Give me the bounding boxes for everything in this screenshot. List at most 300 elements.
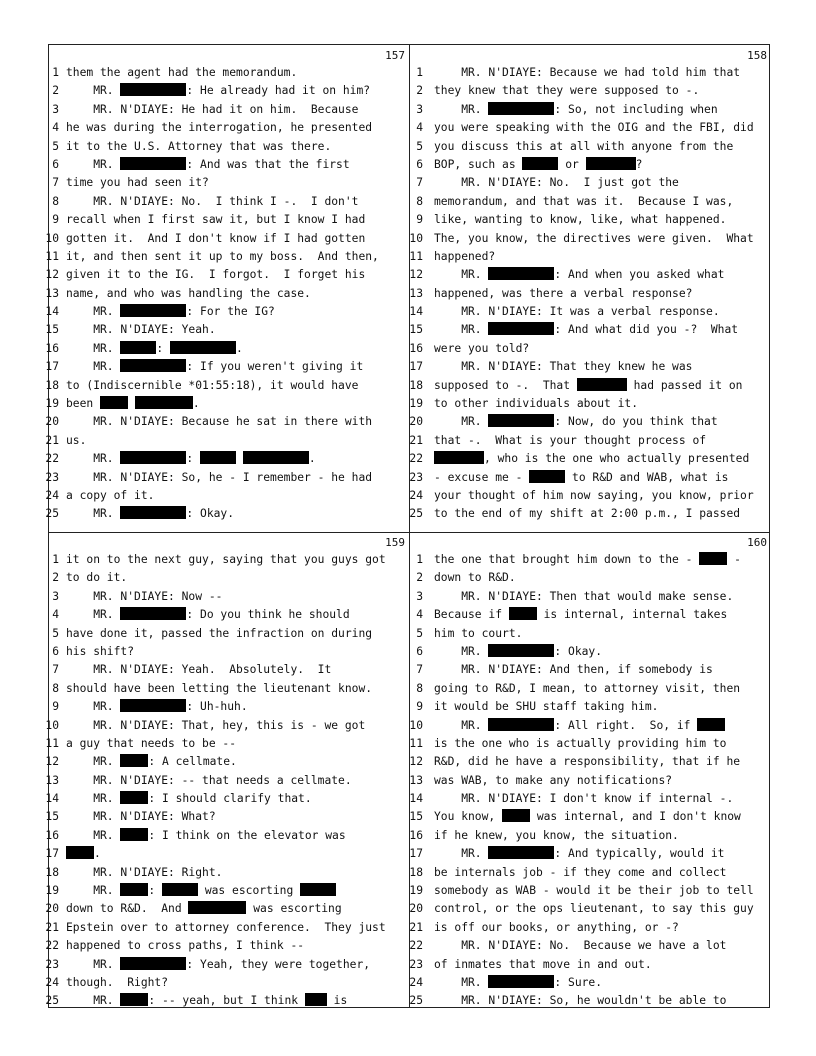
redaction-block xyxy=(120,699,186,712)
line-number: 15 xyxy=(409,323,423,337)
line-text: MR. : . xyxy=(66,341,243,355)
redaction-block xyxy=(488,267,554,280)
line-text: MR. : . xyxy=(66,452,316,466)
line-number: 16 xyxy=(45,341,59,355)
redaction-block xyxy=(488,644,554,657)
transcript-line xyxy=(409,469,771,487)
line-number: 22 xyxy=(409,452,423,466)
transcript-line xyxy=(409,625,771,643)
line-text: your thought of him now saying, you know, prior xyxy=(434,488,754,502)
line-number: 1 xyxy=(416,66,423,79)
line-number: 3 xyxy=(52,589,59,603)
transcript-line xyxy=(409,753,771,771)
redaction-block xyxy=(188,901,246,914)
transcript-line xyxy=(45,864,409,882)
transcript-line xyxy=(409,937,771,955)
line-text: his shift? xyxy=(66,644,135,658)
transcript-page-160 xyxy=(409,532,771,1009)
line-text: name, and who was handling the case. xyxy=(66,286,311,300)
line-text: , who is the one who actually presented xyxy=(434,450,749,468)
transcript-line xyxy=(49,119,409,137)
line-text: it would be SHU staff taking him. xyxy=(434,700,659,714)
line-text: should have been letting the lieutenant know. xyxy=(66,681,373,695)
line-text: somebody as WAB - would it be their job to tell xyxy=(434,884,754,898)
line-number: 21 xyxy=(409,920,423,934)
redaction-block xyxy=(509,607,537,620)
line-text: MR. : And what did you -? What xyxy=(434,323,739,337)
transcript-line xyxy=(45,882,409,900)
transcript-line xyxy=(45,717,409,735)
line-text: MR. N'DIAYE: -- that needs a cellmate. xyxy=(66,773,352,787)
redaction-block xyxy=(120,451,186,464)
line-number: 23 xyxy=(45,957,59,971)
line-number: 9 xyxy=(416,700,423,714)
line-text: you were speaking with the OIG and the FBI, did xyxy=(434,121,754,135)
line-number: 17 xyxy=(409,847,423,861)
transcript-line xyxy=(49,551,409,569)
line-text: happened, was there a verbal response? xyxy=(434,286,693,300)
line-number: 24 xyxy=(409,975,423,989)
transcript-line xyxy=(409,845,771,863)
line-text: MR. N'DIAYE: What? xyxy=(66,810,216,824)
redaction-block xyxy=(120,341,156,354)
line-text: is the one who is actually providing him to xyxy=(434,736,727,750)
line-number: 5 xyxy=(52,626,59,640)
line-text: MR. N'DIAYE: No. I think I -. I don't xyxy=(66,194,359,208)
line-number: 23 xyxy=(45,470,59,484)
transcript-line xyxy=(45,505,409,523)
line-text: to other individuals about it. xyxy=(434,397,639,411)
transcript-line xyxy=(409,119,771,137)
transcript-line xyxy=(45,340,409,358)
line-number: 7 xyxy=(52,663,59,677)
transcript-line xyxy=(409,900,771,918)
line-text: MR. : I think on the elevator was xyxy=(66,828,346,842)
transcript-line xyxy=(49,138,409,156)
line-text: MR. N'DIAYE: Yeah. xyxy=(66,323,216,337)
line-text: . xyxy=(66,845,101,863)
transcript-line xyxy=(45,992,409,1010)
redaction-block xyxy=(200,451,236,464)
transcript-line xyxy=(45,395,409,413)
line-number: 8 xyxy=(52,681,59,695)
transcript-line xyxy=(409,377,771,395)
line-number: 10 xyxy=(409,231,423,245)
transcript-line xyxy=(409,505,771,523)
transcript-line xyxy=(409,211,771,229)
transcript-line xyxy=(409,974,771,992)
transcript-line xyxy=(409,864,771,882)
line-number: 15 xyxy=(45,323,59,337)
redaction-block xyxy=(135,396,193,409)
line-number: 3 xyxy=(416,102,423,116)
transcript-line xyxy=(409,956,771,974)
redaction-block xyxy=(488,102,554,115)
redaction-block xyxy=(522,157,558,170)
line-number: 24 xyxy=(45,975,59,989)
line-number: 2 xyxy=(52,571,59,585)
line-number: 18 xyxy=(409,378,423,392)
line-text: be internals job - if they come and collect xyxy=(434,865,727,879)
line-text: MR. N'DIAYE: Because he sat in there with xyxy=(66,415,373,429)
transcript-line xyxy=(45,303,409,321)
line-text: MR. N'DIAYE: So, he - I remember - he had xyxy=(66,470,373,484)
line-text: control, or the ops lieutenant, to say this guy xyxy=(434,902,754,916)
redaction-block xyxy=(170,341,236,354)
line-text: MR. N'DIAYE: It was a verbal response. xyxy=(434,305,720,319)
line-number: 5 xyxy=(52,139,59,153)
transcript-page-158 xyxy=(409,45,771,532)
line-text: The, you know, the directives were given. What xyxy=(434,231,754,245)
page-number: 157 xyxy=(385,49,405,62)
transcript-line xyxy=(409,266,771,284)
line-text: MR. : And when you asked what xyxy=(434,268,725,282)
line-text: MR. N'DIAYE: No. Because we have a lot xyxy=(434,939,727,953)
transcript-line xyxy=(45,974,409,992)
line-number: 10 xyxy=(45,231,59,245)
redaction-block xyxy=(699,552,727,565)
line-number: 19 xyxy=(45,884,59,898)
redaction-block xyxy=(120,754,148,767)
line-text: MR. : -- yeah, but I think is xyxy=(66,994,348,1008)
line-number: 4 xyxy=(416,608,423,622)
line-number: 19 xyxy=(409,397,423,411)
redaction-block xyxy=(120,506,186,519)
redaction-block xyxy=(100,396,128,409)
line-text: a copy of it. xyxy=(66,488,155,502)
transcript-line xyxy=(49,680,409,698)
line-number: 1 xyxy=(52,66,59,79)
transcript-line xyxy=(409,321,771,339)
line-text: MR. : Sure. xyxy=(434,975,603,989)
line-number: 14 xyxy=(409,305,423,319)
line-text: is off our books, or anything, or -? xyxy=(434,920,679,934)
line-number: 21 xyxy=(45,433,59,447)
line-text: MR. : Okay. xyxy=(66,507,235,521)
transcript-line xyxy=(409,285,771,303)
line-number: 23 xyxy=(409,470,423,484)
line-number: 7 xyxy=(416,176,423,190)
line-list xyxy=(409,551,771,1011)
line-text: to the end of my shift at 2:00 p.m., I passed xyxy=(434,507,741,521)
transcript-line xyxy=(409,82,771,100)
transcript-line xyxy=(45,248,409,266)
line-number: 23 xyxy=(409,957,423,971)
transcript-line xyxy=(409,661,771,679)
transcript-line xyxy=(45,358,409,376)
transcript-line xyxy=(409,643,771,661)
transcript-line xyxy=(49,698,409,716)
line-number: 12 xyxy=(45,755,59,769)
redaction-block xyxy=(66,846,94,859)
line-number: 9 xyxy=(52,700,59,714)
line-text: MR. : Now, do you think that xyxy=(434,415,718,429)
transcript-line xyxy=(49,101,409,119)
redaction-block xyxy=(300,883,336,896)
line-number: 6 xyxy=(52,644,59,658)
line-text: of inmates that move in and out. xyxy=(434,957,652,971)
line-text: like, wanting to know, like, what happened. xyxy=(434,213,727,227)
transcript-line xyxy=(45,266,409,284)
transcript-line xyxy=(409,432,771,450)
line-text: MR. : He already had it on him? xyxy=(66,84,371,98)
redaction-block xyxy=(120,83,186,96)
line-number: 14 xyxy=(45,305,59,319)
line-number: 1 xyxy=(52,553,59,566)
transcript-line xyxy=(45,827,409,845)
line-number: 18 xyxy=(409,865,423,879)
transcript-line xyxy=(409,919,771,937)
line-number: 1 xyxy=(416,553,423,566)
transcript-line xyxy=(409,551,771,569)
line-text: you discuss this at all with anyone from the xyxy=(434,139,734,153)
line-number: 5 xyxy=(416,139,423,153)
line-number: 12 xyxy=(409,755,423,769)
line-number: 20 xyxy=(45,902,59,916)
redaction-block xyxy=(697,718,725,731)
redaction-block xyxy=(488,718,554,731)
line-text: Because if is internal, internal takes xyxy=(434,608,728,622)
line-text: it to the U.S. Attorney that was there. xyxy=(66,139,332,153)
transcript-line xyxy=(45,956,409,974)
line-number: 3 xyxy=(52,102,59,116)
redaction-block xyxy=(120,791,148,804)
line-number: 20 xyxy=(409,415,423,429)
line-text: them the agent had the memorandum. xyxy=(66,66,298,79)
line-number: 7 xyxy=(52,176,59,190)
line-number: 8 xyxy=(416,681,423,695)
transcript-line xyxy=(45,900,409,918)
line-number: 18 xyxy=(45,865,59,879)
transcript-line xyxy=(45,432,409,450)
line-number: 15 xyxy=(45,810,59,824)
line-text: that -. What is your thought process of xyxy=(434,433,707,447)
transcript-line xyxy=(45,919,409,937)
line-list xyxy=(409,64,771,524)
transcript-sheet xyxy=(45,44,770,1008)
transcript-line xyxy=(409,64,771,82)
line-text: it, and then sent it up to my boss. And then, xyxy=(66,249,379,263)
transcript-line xyxy=(45,450,409,468)
line-text: BOP, such as or ? xyxy=(434,157,643,171)
line-text: though. Right? xyxy=(66,975,169,989)
line-number: 16 xyxy=(409,341,423,355)
line-number: 14 xyxy=(45,792,59,806)
line-number: 11 xyxy=(409,736,423,750)
redaction-block xyxy=(434,451,484,464)
line-text: gotten it. And I don't know if I had gotten xyxy=(66,231,366,245)
redaction-block xyxy=(529,470,565,483)
line-text: MR. : Uh-huh. xyxy=(66,700,248,714)
redaction-block xyxy=(488,846,554,859)
line-text: MR. N'DIAYE: No. I just got the xyxy=(434,176,679,190)
transcript-line xyxy=(45,285,409,303)
line-text: if he knew, you know, the situation. xyxy=(434,828,679,842)
line-list xyxy=(45,551,409,1011)
line-text: him to court. xyxy=(434,626,523,640)
redaction-block xyxy=(120,828,148,841)
transcript-line xyxy=(409,569,771,587)
line-text: a guy that needs to be -- xyxy=(66,736,237,750)
line-text: supposed to -. That had passed it on xyxy=(434,378,743,392)
line-number: 6 xyxy=(416,644,423,658)
transcript-page-157 xyxy=(45,45,409,532)
line-text: happened to cross paths, I think -- xyxy=(66,939,305,953)
line-text: MR. N'DIAYE: And then, if somebody is xyxy=(434,663,713,677)
transcript-line xyxy=(409,717,771,735)
page-number: 160 xyxy=(747,536,767,549)
line-text: MR. : Okay. xyxy=(434,644,603,658)
redaction-block xyxy=(120,607,186,620)
redaction-block xyxy=(488,414,554,427)
transcript-line xyxy=(45,845,409,863)
transcript-line xyxy=(409,230,771,248)
transcript-line xyxy=(45,772,409,790)
redaction-block xyxy=(120,157,186,170)
transcript-line xyxy=(409,395,771,413)
line-number: 17 xyxy=(409,360,423,374)
line-number: 13 xyxy=(45,773,59,787)
line-text: MR. : I should clarify that. xyxy=(66,792,312,806)
transcript-line xyxy=(49,64,409,82)
line-text: to do it. xyxy=(66,571,128,585)
redaction-block xyxy=(120,883,148,896)
line-text: time you had seen it? xyxy=(66,176,209,190)
transcript-line xyxy=(45,808,409,826)
page-number: 158 xyxy=(747,49,767,62)
redaction-block xyxy=(305,993,327,1006)
transcript-line xyxy=(409,450,771,468)
line-number: 24 xyxy=(409,488,423,502)
line-text: MR. : was escorting xyxy=(66,882,336,900)
line-number: 11 xyxy=(409,249,423,263)
line-text: he was during the interrogation, he presented xyxy=(66,121,373,135)
line-number: 16 xyxy=(45,828,59,842)
transcript-line xyxy=(45,321,409,339)
line-number: 12 xyxy=(45,268,59,282)
line-number: 5 xyxy=(416,626,423,640)
transcript-line xyxy=(409,772,771,790)
transcript-line xyxy=(409,487,771,505)
line-text: MR. N'DIAYE: Yeah. Absolutely. It xyxy=(66,663,332,677)
line-text: they knew that they were supposed to -. xyxy=(434,84,700,98)
line-number: 15 xyxy=(409,810,423,824)
transcript-line xyxy=(49,606,409,624)
transcript-line xyxy=(409,827,771,845)
line-number: 16 xyxy=(409,828,423,842)
redaction-block xyxy=(577,378,627,391)
line-number: 9 xyxy=(416,213,423,227)
line-text: happened? xyxy=(434,249,496,263)
line-number: 25 xyxy=(45,994,59,1008)
line-text: MR. : For the IG? xyxy=(66,305,275,319)
redaction-block xyxy=(120,359,186,372)
line-number: 11 xyxy=(45,249,59,263)
redaction-block xyxy=(586,157,636,170)
line-number: 4 xyxy=(52,121,59,135)
transcript-line xyxy=(409,698,771,716)
line-number: 7 xyxy=(416,663,423,677)
line-number: 8 xyxy=(52,194,59,208)
transcript-line xyxy=(49,588,409,606)
line-text: were you told? xyxy=(434,341,530,355)
line-number: 13 xyxy=(45,286,59,300)
redaction-block xyxy=(120,957,186,970)
line-text: given it to the IG. I forgot. I forget his xyxy=(66,268,366,282)
line-number: 17 xyxy=(45,847,59,861)
line-text: MR. N'DIAYE: Now -- xyxy=(66,589,223,603)
line-text: MR. : Do you think he should xyxy=(66,608,350,622)
line-text: going to R&D, I mean, to attorney visit, then xyxy=(434,681,741,695)
transcript-line xyxy=(45,487,409,505)
line-text: MR. N'DIAYE: That they knew he was xyxy=(434,360,693,374)
line-number: 25 xyxy=(45,507,59,521)
line-number: 21 xyxy=(409,433,423,447)
line-number: 8 xyxy=(416,194,423,208)
transcript-line xyxy=(409,138,771,156)
line-number: 2 xyxy=(52,84,59,98)
transcript-line xyxy=(409,358,771,376)
transcript-line xyxy=(45,790,409,808)
line-number: 10 xyxy=(409,718,423,732)
transcript-line xyxy=(45,377,409,395)
line-text: MR. N'DIAYE: Because we had told him that xyxy=(434,66,741,79)
line-text: it on to the next guy, saying that you guys got xyxy=(66,553,386,566)
line-text: You know, was internal, and I don't know xyxy=(434,810,741,824)
transcript-line xyxy=(409,790,771,808)
line-text: recall when I first saw it, but I know I had xyxy=(66,213,366,227)
transcript-line xyxy=(49,211,409,229)
line-text: MR. N'DIAYE: Right. xyxy=(66,865,223,879)
redaction-block xyxy=(502,809,530,822)
line-number: 19 xyxy=(409,884,423,898)
line-text: MR. : And was that the first xyxy=(66,157,350,171)
line-text: the one that brought him down to the - - xyxy=(434,553,741,566)
transcript-line xyxy=(409,606,771,624)
line-text: R&D, did he have a responsibility, that if he xyxy=(434,755,741,769)
line-number: 25 xyxy=(409,994,423,1008)
transcript-line xyxy=(409,680,771,698)
line-number: 6 xyxy=(416,157,423,171)
redaction-block xyxy=(488,975,554,988)
line-number: 3 xyxy=(416,589,423,603)
line-text: us. xyxy=(66,433,87,447)
transcript-line xyxy=(45,469,409,487)
transcript-page-159 xyxy=(45,532,409,1009)
redaction-block xyxy=(488,322,554,335)
line-text: MR. : So, not including when xyxy=(434,102,718,116)
transcript-line xyxy=(409,735,771,753)
line-number: 13 xyxy=(409,286,423,300)
line-number: 22 xyxy=(45,452,59,466)
line-text: MR. N'DIAYE: Then that would make sense. xyxy=(434,589,734,603)
transcript-line xyxy=(49,82,409,100)
line-number: 4 xyxy=(52,608,59,622)
line-text: have done it, passed the infraction on during xyxy=(66,626,373,640)
line-number: 21 xyxy=(45,920,59,934)
line-text: Epstein over to attorney conference. They just xyxy=(66,920,386,934)
line-text: down to R&D. And was escorting xyxy=(66,902,342,916)
line-number: 2 xyxy=(416,84,423,98)
line-text: memorandum, and that was it. Because I was, xyxy=(434,194,734,208)
line-number: 11 xyxy=(45,736,59,750)
line-number: 22 xyxy=(45,939,59,953)
transcript-line xyxy=(409,248,771,266)
line-text: MR. N'DIAYE: I don't know if internal -. xyxy=(434,792,734,806)
line-text: MR. N'DIAYE: He had it on him. Because xyxy=(66,102,359,116)
transcript-line xyxy=(409,193,771,211)
transcript-line xyxy=(49,625,409,643)
